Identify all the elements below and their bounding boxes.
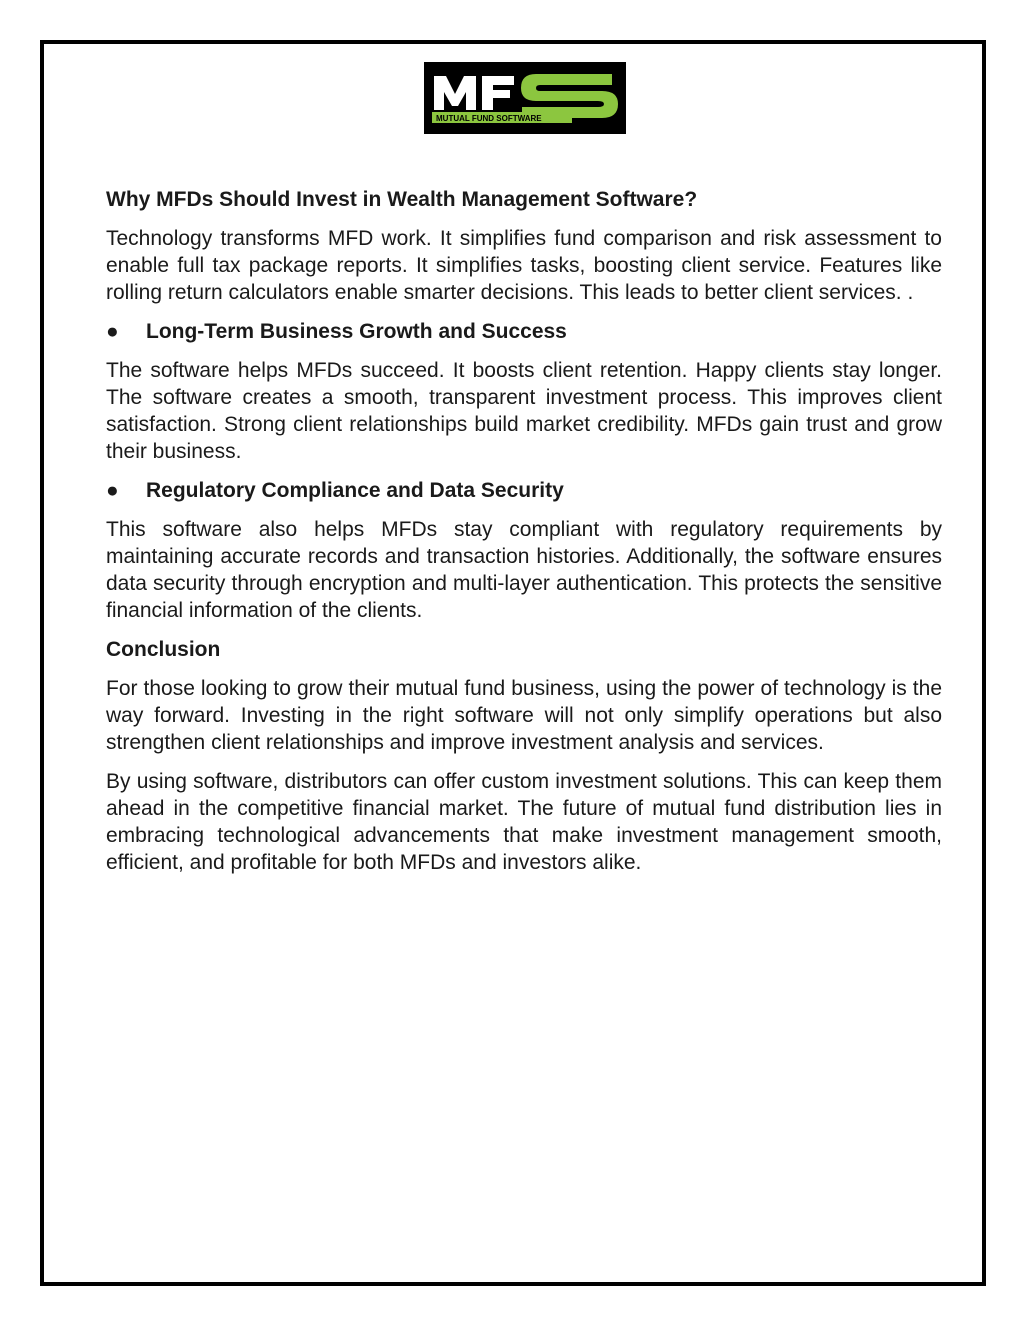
conclusion-heading: Conclusion — [106, 638, 221, 661]
growth-paragraph: The software helps MFDs succeed. It boosts client retention. Happy clients stay longer. The software creates a smooth, transparent investment process. This improves client satisfaction. Strong client relationships build market credibility. MFDs gain trust and grow their business. — [106, 359, 942, 463]
compliance-heading: Regulatory Compliance and Data Security — [146, 479, 564, 502]
growth-bullet-item — [106, 318, 942, 345]
bullet-icon: ● — [106, 320, 119, 343]
mfs-logo — [424, 62, 626, 134]
bullet-icon: ● — [106, 479, 119, 502]
conclusion-paragraph-2: By using software, distributors can offer custom investment solutions. This can keep them ahead in the competitive financial market. The future of mutual fund distribution lies in embracing technological advancements that make investment management smooth, efficient, and profitable for both MFDs and investors alike. — [106, 770, 942, 874]
page-frame — [40, 40, 986, 1286]
growth-heading: Long-Term Business Growth and Success — [146, 320, 567, 343]
document-body — [106, 186, 942, 888]
compliance-bullet-item — [106, 477, 942, 504]
logo-tagline: MUTUAL FUND SOFTWARE — [436, 114, 542, 123]
mfs-logo-graphic — [424, 62, 626, 134]
why-paragraph: Technology transforms MFD work. It simplifies fund comparison and risk assessment to enable full tax package reports. It simplifies tasks, boosting client service. Features like rolling return calculators enable smarter decisions. This leads to better client services. . — [106, 227, 942, 304]
compliance-paragraph: This software also helps MFDs stay compliant with regulatory requirements by maintaining accurate records and transaction histories. Additionally, the software ensures data security through encryption and multi-layer authentication. This protects the sensitive financial information of the clients. — [106, 518, 942, 622]
conclusion-paragraph-1: For those looking to grow their mutual fund business, using the power of technology is the way forward. Investing in the right software will not only simplify operations but also strengthen client relationships and improve investment analysis and services. — [106, 677, 942, 754]
why-heading: Why MFDs Should Invest in Wealth Management Software? — [106, 188, 698, 211]
